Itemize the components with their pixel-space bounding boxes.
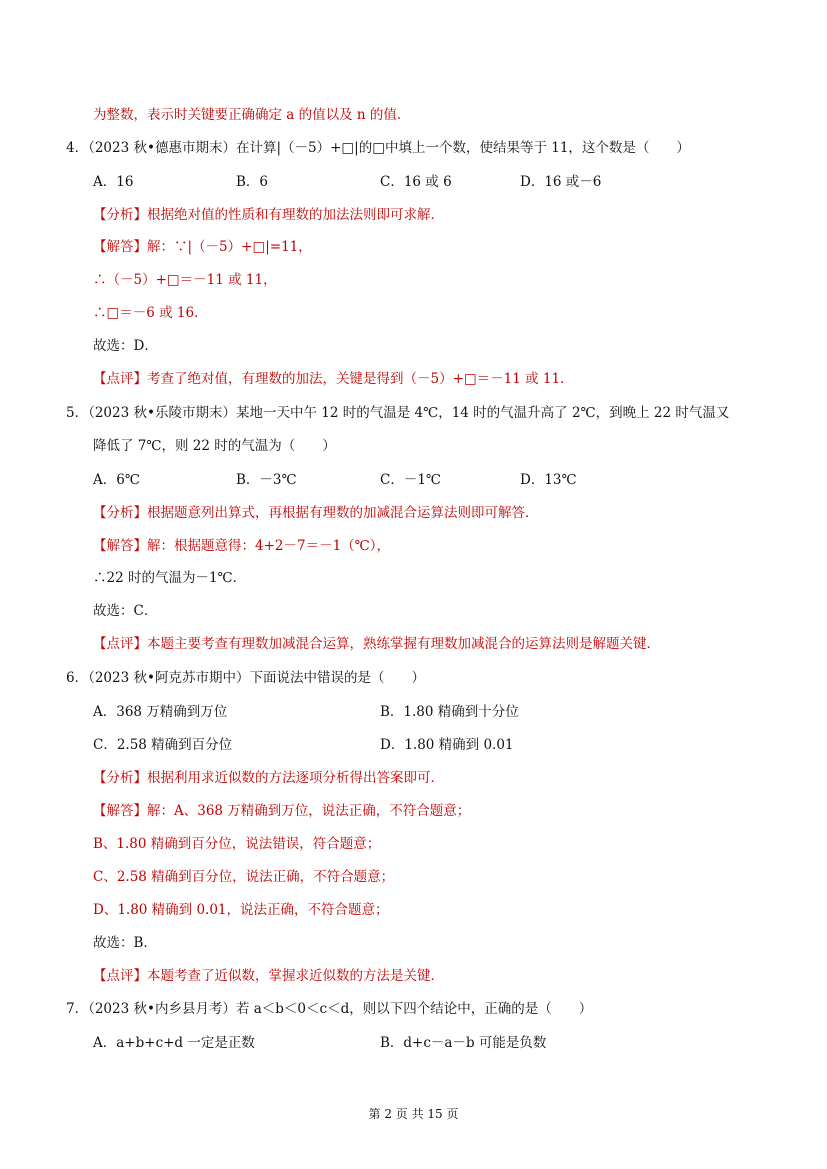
q6-option-b: B．1.80 精确到十分位 <box>380 704 519 720</box>
q6-answer-3: C、2.58 精确到百分位，说法正确，不符合题意； <box>93 869 395 885</box>
carry-over-text: 为整数，表示时关键要正确确定 a 的值以及 n 的值． <box>93 107 411 123</box>
q6-answer-1: 【解答】解：A、368 万精确到万位，说法正确，不符合题意； <box>93 803 471 819</box>
q5-option-c: C．－1℃ <box>380 472 442 488</box>
q4-answer-1: 【解答】解：∵|（－5）+□|=11， <box>93 239 312 255</box>
q5-choice: 故选：C． <box>93 603 158 619</box>
q5-stem-1: 5．（2023 秋•乐陵市期末）某地一天中午 12 时的气温是 4℃，14 时的气温升高了 2℃，到晚上 22 时气温又 <box>66 405 730 421</box>
page-footer: 第 2 页 共 15 页 <box>368 1107 459 1121</box>
q6-answer-4: D、1.80 精确到 0.01，说法正确，不符合题意； <box>93 902 389 918</box>
q4-option-c: C．16 或 6 <box>380 174 452 190</box>
q4-option-a: A．16 <box>93 174 134 190</box>
q5-comment: 【点评】本题主要考查有理数加减混合运算，熟练掌握有理数加减混合的运算法则是解题关键． <box>93 636 660 652</box>
q4-comment: 【点评】考查了绝对值，有理数的加法，关键是得到（－5）+□＝－11 或 11． <box>93 371 574 387</box>
q4-option-d: D．16 或－6 <box>520 174 602 190</box>
q6-option-d: D．1.80 精确到 0.01 <box>380 737 514 753</box>
q6-option-c: C．2.58 精确到百分位 <box>93 737 233 753</box>
q4-analysis: 【分析】根据绝对值的性质和有理数的加法法则即可求解． <box>93 207 444 223</box>
q6-comment: 【点评】本题考查了近似数，掌握求近似数的方法是关键． <box>93 968 444 984</box>
q6-option-a: A．368 万精确到万位 <box>93 704 228 720</box>
q5-answer-1: 【解答】解：根据题意得：4+2－7＝－1（℃）， <box>93 538 391 554</box>
q4-choice: 故选：D． <box>93 338 158 354</box>
q5-option-b: B．－3℃ <box>236 472 297 488</box>
q5-stem-2: 降低了 7℃，则 22 时的气温为（ ） <box>93 438 336 454</box>
q7-option-b: B．d+c－a－b 可能是负数 <box>380 1035 547 1051</box>
q4-option-b: B．6 <box>236 174 269 190</box>
q5-option-a: A．6℃ <box>93 472 140 488</box>
q4-stem: 4．（2023 秋•德惠市期末）在计算|（－5）+□|的□中填上一个数，使结果等于 11，这个数是（ ） <box>66 140 690 156</box>
q6-choice: 故选：B． <box>93 935 157 951</box>
q5-answer-2: ∴22 时的气温为－1℃． <box>93 570 247 586</box>
q5-analysis: 【分析】根据题意列出算式，再根据有理数的加减混合运算法则即可解答． <box>93 505 539 521</box>
q4-answer-3: ∴□＝－6 或 16． <box>93 305 208 321</box>
q6-analysis: 【分析】根据利用求近似数的方法逐项分析得出答案即可． <box>93 770 444 786</box>
q7-stem: 7．（2023 秋•内乡县月考）若 a＜b＜0＜c＜d，则以下四个结论中，正确的是（ ） <box>66 1001 593 1017</box>
q6-stem: 6．（2023 秋•阿克苏市期中）下面说法中错误的是（ ） <box>66 670 425 686</box>
q5-option-d: D．13℃ <box>520 472 577 488</box>
q4-answer-2: ∴（－5）+□＝－11 或 11， <box>93 272 277 288</box>
q6-answer-2: B、1.80 精确到百分位，说法错误，符合题意； <box>93 836 381 852</box>
q7-option-a: A．a+b+c+d 一定是正数 <box>93 1035 255 1051</box>
